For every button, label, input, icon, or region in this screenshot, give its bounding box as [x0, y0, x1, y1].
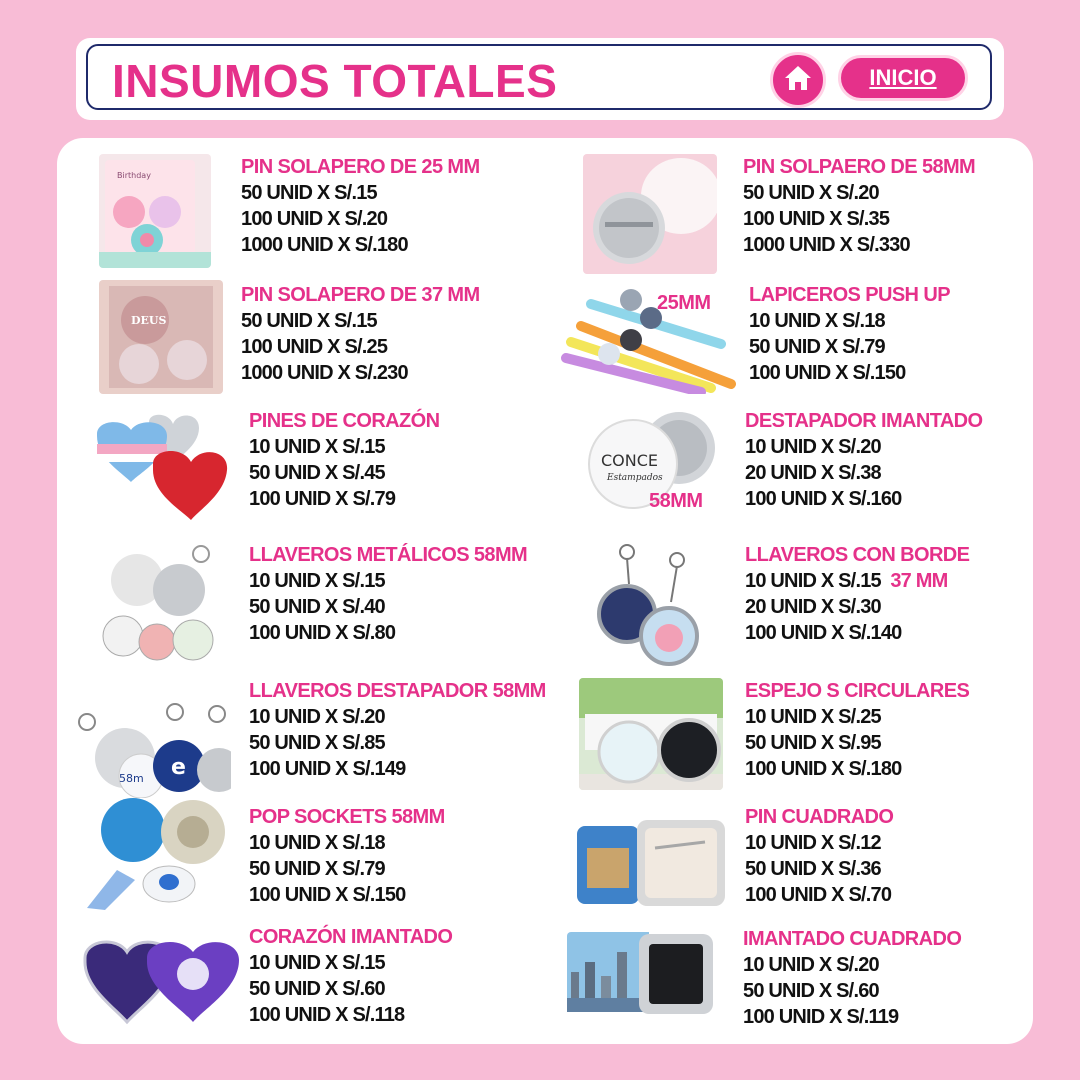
product-price: 50 UNID X S/.15 — [241, 310, 377, 332]
product-image-pin-37mm — [99, 280, 223, 394]
product-price: 100 UNID X S/.35 — [743, 208, 890, 230]
product-4 — [249, 408, 439, 512]
product-price: 50 UNID X S/.60 — [249, 978, 385, 1000]
svg-text:e: e — [171, 755, 186, 780]
product-name: PINES DE CORAZÓN — [249, 410, 440, 432]
product-price: 100 UNID X S/.25 — [241, 336, 388, 358]
svg-text:Estampados: Estampados — [607, 473, 663, 483]
product-name: PIN SOLAPERO DE 25 MM — [241, 156, 480, 178]
home-icon — [783, 64, 813, 97]
product-price: 100 UNID X S/.79 — [249, 488, 396, 510]
inicio-button[interactable]: INICIO — [838, 55, 968, 101]
product-image-espejos — [579, 678, 723, 790]
product-name: LLAVEROS DESTAPADOR 58MM — [249, 680, 546, 702]
product-price: 10 UNID X S/.20 — [743, 954, 879, 976]
svg-text:58m: 58m — [119, 772, 144, 785]
product-price: 100 UNID X S/.118 — [249, 1004, 405, 1026]
product-price: 50 UNID X S/.79 — [749, 336, 885, 358]
product-7 — [745, 542, 969, 646]
product-image-imantado-cuadrado — [567, 932, 717, 1016]
product-3 — [749, 282, 950, 386]
product-name: PIN CUADRADO — [745, 806, 894, 828]
product-price: 100 UNID X S/.149 — [249, 758, 406, 780]
product-name: LAPICEROS PUSH UP — [749, 284, 950, 306]
home-button[interactable] — [770, 52, 826, 108]
product-price: 50 UNID X S/.85 — [249, 732, 385, 754]
product-price: 50 UNID X S/.45 — [249, 462, 385, 484]
product-image-llaveros-destapador — [75, 700, 231, 808]
product-price: 10 UNID X S/.20 — [249, 706, 385, 728]
svg-text:Birthday: Birthday — [117, 171, 151, 180]
svg-text:CONCE: CONCE — [601, 451, 659, 470]
product-image-lapiceros — [551, 284, 741, 394]
size-tag: 25MM — [657, 292, 711, 314]
product-price: 50 UNID X S/.79 — [249, 858, 385, 880]
product-price: 100 UNID X S/.80 — [249, 622, 396, 644]
product-8 — [249, 678, 546, 782]
product-price: 10 UNID X S/.15 — [745, 570, 881, 592]
product-price: 100 UNID X S/.150 — [749, 362, 906, 384]
product-price: 10 UNID X S/.20 — [745, 436, 881, 458]
svg-text:DEUS: DEUS — [131, 314, 167, 327]
product-price: 10 UNID X S/.15 — [249, 436, 385, 458]
header-frame — [86, 44, 992, 110]
size-tag: 37 MM — [890, 570, 948, 592]
product-6 — [249, 542, 527, 646]
product-price: 100 UNID X S/.20 — [241, 208, 388, 230]
product-image-pin-25mm — [99, 154, 211, 268]
product-price: 50 UNID X S/.95 — [745, 732, 881, 754]
product-panel — [57, 138, 1033, 1044]
product-1 — [743, 154, 975, 258]
product-price: 1000 UNID X S/.230 — [241, 362, 408, 384]
product-price: 10 UNID X S/.18 — [249, 832, 385, 854]
product-price: 100 UNID X S/.140 — [745, 622, 902, 644]
page-title: INSUMOS TOTALES — [112, 55, 558, 107]
product-price: 10 UNID X S/.15 — [249, 952, 385, 974]
product-price: 50 UNID X S/.15 — [241, 182, 377, 204]
product-price: 1000 UNID X S/.330 — [743, 234, 910, 256]
product-9 — [745, 678, 969, 782]
product-price: 100 UNID X S/.160 — [745, 488, 902, 510]
size-tag: 58MM — [649, 490, 703, 512]
product-price: 100 UNID X S/.150 — [249, 884, 406, 906]
product-price: 20 UNID X S/.30 — [745, 596, 881, 618]
product-name: PIN SOLPAERO DE 58MM — [743, 156, 976, 178]
product-name: LLAVEROS CON BORDE — [745, 544, 970, 566]
product-12 — [249, 924, 452, 1028]
product-5 — [745, 408, 982, 512]
product-image-llaveros-borde — [597, 542, 707, 670]
product-price: 20 UNID X S/.38 — [745, 462, 881, 484]
product-image-pop-sockets — [77, 798, 229, 916]
product-name: IMANTADO CUADRADO — [743, 928, 962, 950]
product-0 — [241, 154, 480, 258]
product-price: 10 UNID X S/.12 — [745, 832, 881, 854]
product-2 — [241, 282, 480, 386]
product-13 — [743, 926, 961, 1030]
product-price: 10 UNID X S/.18 — [749, 310, 885, 332]
product-image-pin-cuadrado — [575, 818, 729, 908]
product-image-llaveros-metalicos — [97, 542, 227, 664]
product-name: ESPEJO S CIRCULARES — [745, 680, 970, 702]
product-image-pines-corazon — [91, 410, 231, 526]
product-price: 1000 UNID X S/.180 — [241, 234, 408, 256]
product-image-corazon-imantado — [81, 934, 241, 1026]
product-name: PIN SOLAPERO DE 37 MM — [241, 284, 480, 306]
product-price: 10 UNID X S/.15 — [249, 570, 385, 592]
product-price: 50 UNID X S/.20 — [743, 182, 879, 204]
product-price: 50 UNID X S/.36 — [745, 858, 881, 880]
product-price: 100 UNID X S/.180 — [745, 758, 902, 780]
product-name: DESTAPADOR IMANTADO — [745, 410, 983, 432]
product-price-row — [745, 568, 969, 594]
product-price: 50 UNID X S/.40 — [249, 596, 385, 618]
product-price: 100 UNID X S/.70 — [745, 884, 892, 906]
product-11 — [745, 804, 893, 908]
product-name: POP SOCKETS 58MM — [249, 806, 445, 828]
product-10 — [249, 804, 445, 908]
product-price: 10 UNID X S/.25 — [745, 706, 881, 728]
product-name: CORAZÓN IMANTADO — [249, 926, 453, 948]
product-name: LLAVEROS METÁLICOS 58MM — [249, 544, 528, 566]
product-price: 50 UNID X S/.60 — [743, 980, 879, 1002]
product-image-pin-58mm — [583, 154, 717, 274]
product-price: 100 UNID X S/.119 — [743, 1006, 899, 1028]
header — [76, 38, 1004, 120]
